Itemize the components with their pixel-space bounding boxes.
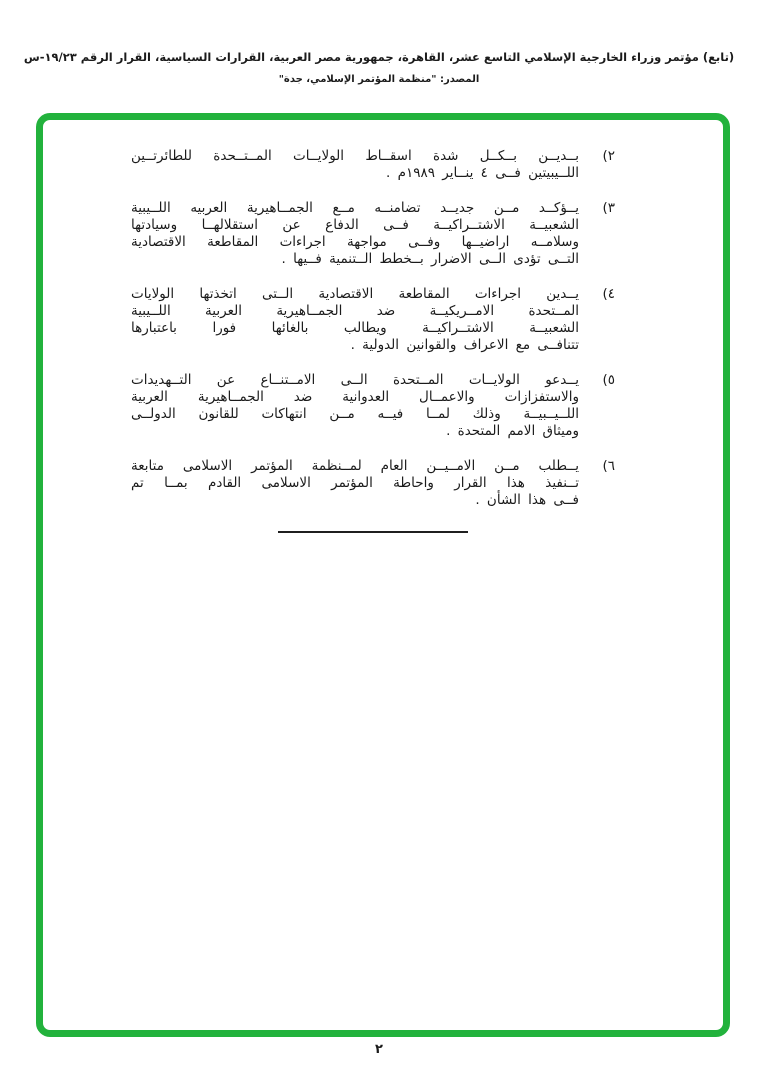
text-line: يــطلب مــن الامــيــن العام لمــنظمة المؤتمر الاسلامى متابعة [131,458,579,474]
text-line: فــى هذا الشأن . [475,492,579,508]
text-line: اللــيبيتين فــى ٤ ينــاير ١٩٨٩م . [386,165,579,181]
text-line: الشعبيــة الاشتــراكيــة ويطالب بالغائها فورا باعتبارها [131,320,579,336]
content-frame [36,113,730,1037]
clause-4-text [131,286,579,354]
clause-3-text [131,200,579,268]
text-line: يــدعو الولايــات المــتحدة الــى الامــتنــاع عن التــهديدات [131,372,579,388]
clause-5-number: ٥) [602,372,615,388]
document-body [131,148,615,533]
text-line: بــديــن بــكــل شدة اسقــاط الولايــات المــتــحدة للطائرتــين [131,148,579,164]
text-line: وميثاق الامم المتحدة . [446,423,579,439]
clause-4-number: ٤) [602,286,615,302]
clause-2-text [131,148,579,182]
clause-5 [131,372,615,440]
text-line: يــدين اجراءات المقاطعة الاقتصادية الــتى اتخذتها الولايات [131,286,579,302]
text-line: التــى تؤدى الــى الاضرار بــخطط الــتنمية فــيها . [281,251,579,267]
text-line: المــتحدة الامــريكيــة ضد الجمــاهيرية العربية اللــيبية [131,303,579,319]
header-source: المصدر: "منظمة المؤتمر الإسلامي، جدة" [278,74,480,85]
text-line: اللــيــبيــة وذلك لمــا فيــه مــن انتهاكات للقانون الدولــى [131,406,579,422]
text-line: الشعبيــة الاشتــراكيــة فــى الدفاع عن استقلالهــا وسيادتها [131,217,579,233]
clause-6-text [131,458,579,509]
text-line: تــنفيذ هذا القرار واحاطة المؤتمر الاسلامى القادم بمــا تم [131,475,579,491]
clause-3-number: ٣) [602,200,615,216]
text-line: وسلامــه اراضيــها وفــى مواجهة اجراءات المقاطعة الاقتصادية [131,234,579,250]
text-line: والاستفزازات والاعمــال العدوانية ضد الجمــاهيرية العربية [131,389,579,405]
section-divider [278,531,468,533]
clause-4 [131,286,615,354]
document-header [0,50,758,85]
text-line: يــؤكــد مــن جديــد تضامنــه مــع الجمــاهيرية العربيه اللــيبية [131,200,579,216]
clause-6-number: ٦) [602,458,615,474]
clause-5-text [131,372,579,440]
clause-6 [131,458,615,509]
page-number: ٢ [375,1042,383,1057]
text-line: تتنافــى مع الاعراف والقوانين الدولية . [350,337,579,353]
clause-3 [131,200,615,268]
clause-2-number: ٢) [602,148,615,164]
header-title: (تابع) مؤتمر وزراء الخارجية الإسلامي التاسع عشر، القاهرة، جمهورية مصر العربية، القرارات السياسية، القرار الرقم ١٩/٢٣-س [23,50,735,64]
clause-2 [131,148,615,182]
